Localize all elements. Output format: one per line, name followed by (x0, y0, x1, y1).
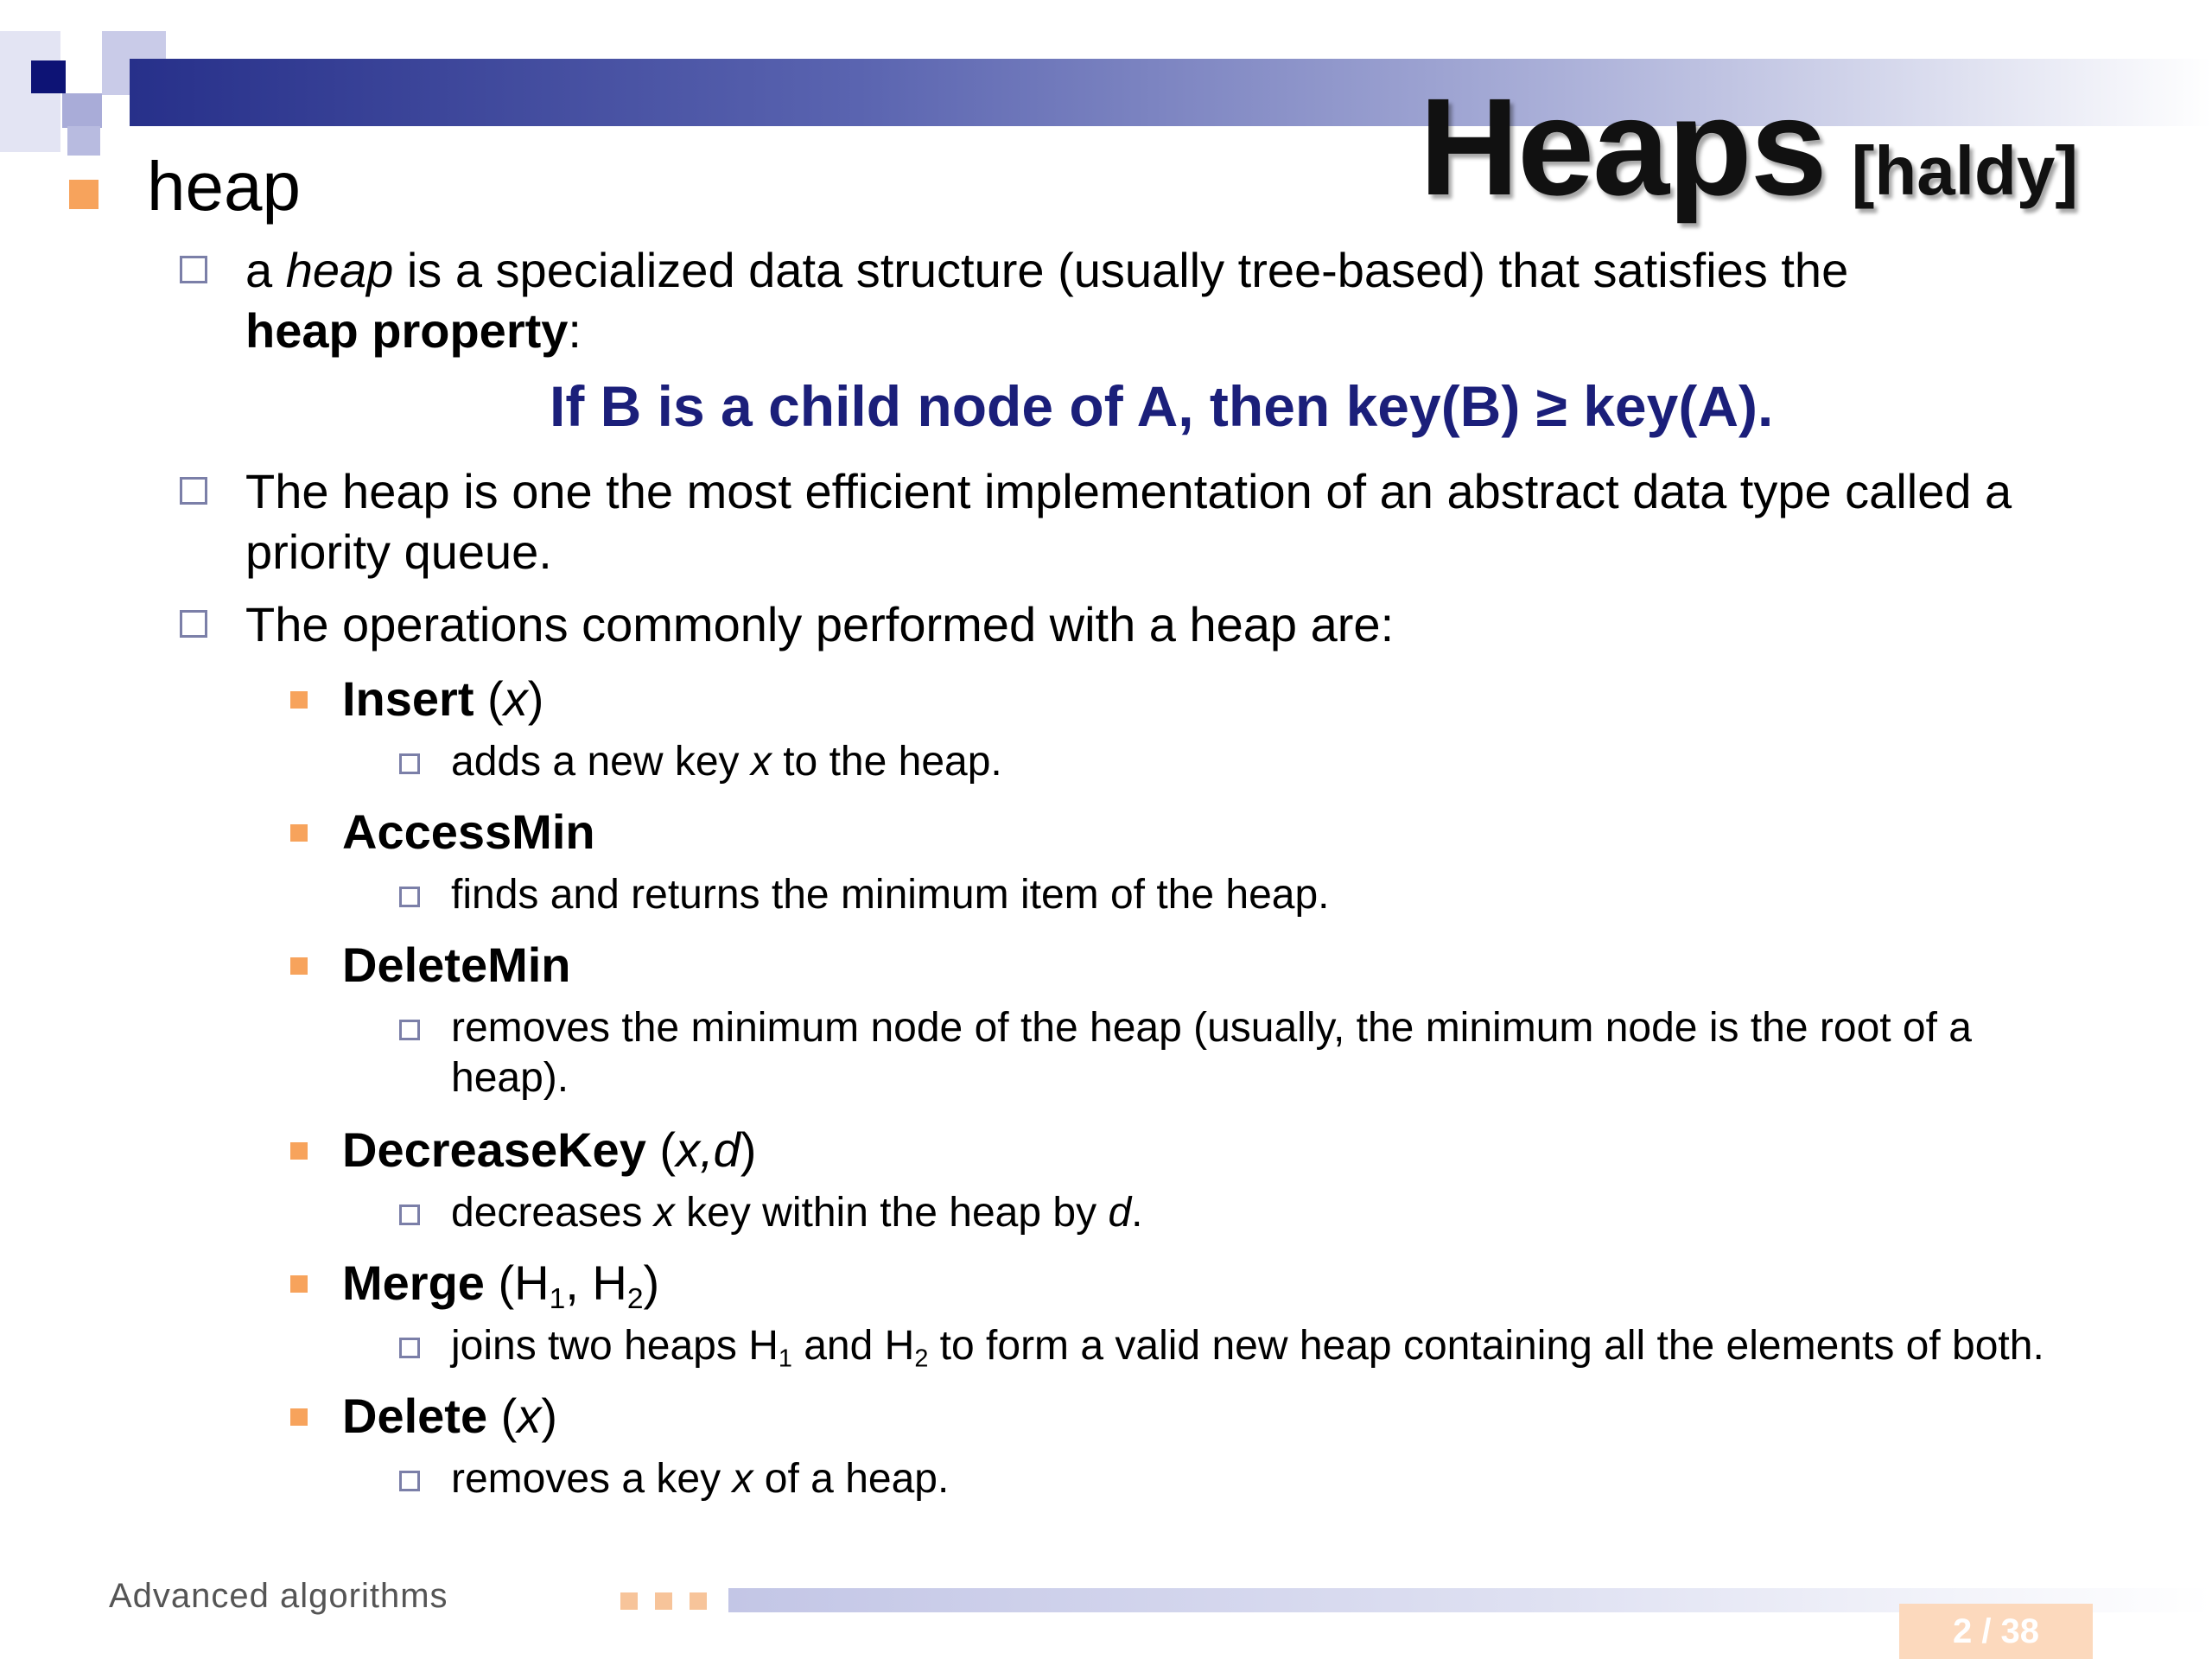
op-insert-desc-a: adds a new key (451, 739, 751, 785)
bullet-square-icon (290, 824, 308, 842)
op-delete-args-open: ( (487, 1389, 518, 1443)
op-merge-args-c: ) (643, 1255, 660, 1310)
footer-dot-icon (620, 1592, 638, 1610)
op-insert-arg: x (503, 671, 528, 726)
bullet-square-icon (69, 180, 99, 209)
footer-dot-icon (655, 1592, 672, 1610)
op-delete-desc-a: removes a key (451, 1456, 733, 1502)
hollow-bullet-icon (399, 1338, 420, 1358)
slide-title (1420, 67, 2078, 226)
def-text-a: a (245, 243, 286, 297)
bullet-square-icon (290, 1275, 308, 1293)
hollow-bullet-icon (180, 610, 207, 638)
def-heap-property: heap property (245, 303, 569, 358)
def-text-rest: is a specialized data structure (usually tree-based) that satisfies the (393, 243, 1849, 297)
op-insert-args-close: ) (527, 671, 544, 726)
op-merge (342, 1255, 660, 1316)
definition-line2 (245, 302, 582, 359)
op-insert-desc-b: to the heap. (771, 739, 1002, 785)
op-delete-name: Delete (342, 1389, 488, 1443)
op-merge-desc-sub2: 2 (914, 1344, 929, 1373)
corner-square-dark (31, 60, 66, 93)
corner-square-mid (67, 126, 100, 156)
hollow-bullet-icon (399, 887, 420, 907)
op-decreasekey-desc (451, 1189, 1142, 1236)
op-deletemin-name: DeleteMin (342, 938, 571, 992)
op-delete-desc (451, 1455, 949, 1503)
op-decreasekey-desc-x: x (653, 1190, 675, 1236)
op-delete-desc-x: x (732, 1456, 753, 1502)
hollow-bullet-icon (399, 1020, 420, 1040)
page-number: 2 / 38 (1899, 1604, 2093, 1659)
op-insert-args-open: ( (474, 671, 504, 726)
op-delete (342, 1388, 557, 1444)
op-merge-name: Merge (342, 1255, 485, 1310)
efficient-line2: priority queue. (245, 524, 552, 579)
op-decreasekey-desc-c: . (1131, 1190, 1143, 1236)
op-decreasekey-args-open: ( (645, 1122, 677, 1177)
hollow-bullet-icon (180, 256, 207, 283)
footer-dot-icon (690, 1592, 707, 1610)
bullet-square-icon (290, 691, 308, 709)
op-merge-args-a: (H (484, 1255, 550, 1310)
hollow-bullet-icon (399, 1205, 420, 1225)
op-deletemin-desc-line1: removes the minimum node of the heap (usually, the minimum node is the root of a (451, 1005, 1972, 1051)
footer-course-name: Advanced algorithms (109, 1577, 448, 1615)
heading-heap: heap (147, 148, 301, 225)
efficient-line1: The heap is one the most efficient implementation of an abstract data type called a (245, 464, 2012, 518)
op-merge-desc-sub1: 1 (778, 1344, 792, 1373)
def-colon: : (568, 303, 582, 358)
op-accessmin-name: AccessMin (342, 804, 595, 859)
op-decreasekey-name: DecreaseKey (342, 1122, 646, 1177)
hollow-bullet-icon (399, 1471, 420, 1491)
hollow-bullet-icon (180, 477, 207, 505)
operations-intro: The operations commonly performed with a heap are: (245, 597, 1395, 652)
corner-square-mid (62, 93, 102, 128)
op-decreasekey (342, 1122, 756, 1178)
slide-title-sub: [haldy] (1851, 132, 2078, 209)
bullet-square-icon (290, 957, 308, 975)
slide-title-main: Heaps (1419, 69, 1826, 224)
hollow-bullet-icon (399, 753, 420, 774)
op-decreasekey-args-close: ) (740, 1122, 757, 1177)
op-insert-desc (451, 738, 1002, 785)
op-decreasekey-desc-a: decreases (451, 1190, 654, 1236)
op-decreasekey-arg: x,d (676, 1122, 741, 1177)
op-merge-sub1: 1 (549, 1283, 566, 1316)
op-merge-desc-c: to form a valid new heap containing all the elements of both. (928, 1323, 2044, 1369)
op-decreasekey-desc-d: d (1108, 1190, 1132, 1236)
definition-line1 (245, 242, 1848, 298)
op-merge-desc-b: and H (791, 1323, 915, 1369)
op-decreasekey-desc-b: key within the heap by (674, 1190, 1109, 1236)
op-delete-args-close: ) (541, 1389, 557, 1443)
op-merge-desc-a: joins two heaps H (451, 1323, 779, 1369)
op-merge-desc (451, 1322, 2044, 1373)
def-heap-italic: heap (285, 243, 394, 297)
op-insert-name: Insert (342, 671, 474, 726)
op-deletemin-desc-line2: heap). (451, 1055, 569, 1101)
op-merge-sub2: 2 (626, 1283, 644, 1316)
op-insert (342, 671, 543, 727)
op-insert-desc-x: x (750, 739, 772, 785)
bullet-square-icon (290, 1408, 308, 1426)
op-delete-desc-b: of a heap. (753, 1456, 950, 1502)
heap-property-statement: If B is a child node of A, then key(B) ≥ key(A). (550, 374, 1774, 438)
op-merge-args-b: , H (565, 1255, 627, 1310)
op-delete-arg: x (517, 1389, 542, 1443)
bullet-square-icon (290, 1142, 308, 1160)
op-accessmin-desc: finds and returns the minimum item of the heap. (451, 872, 1330, 918)
